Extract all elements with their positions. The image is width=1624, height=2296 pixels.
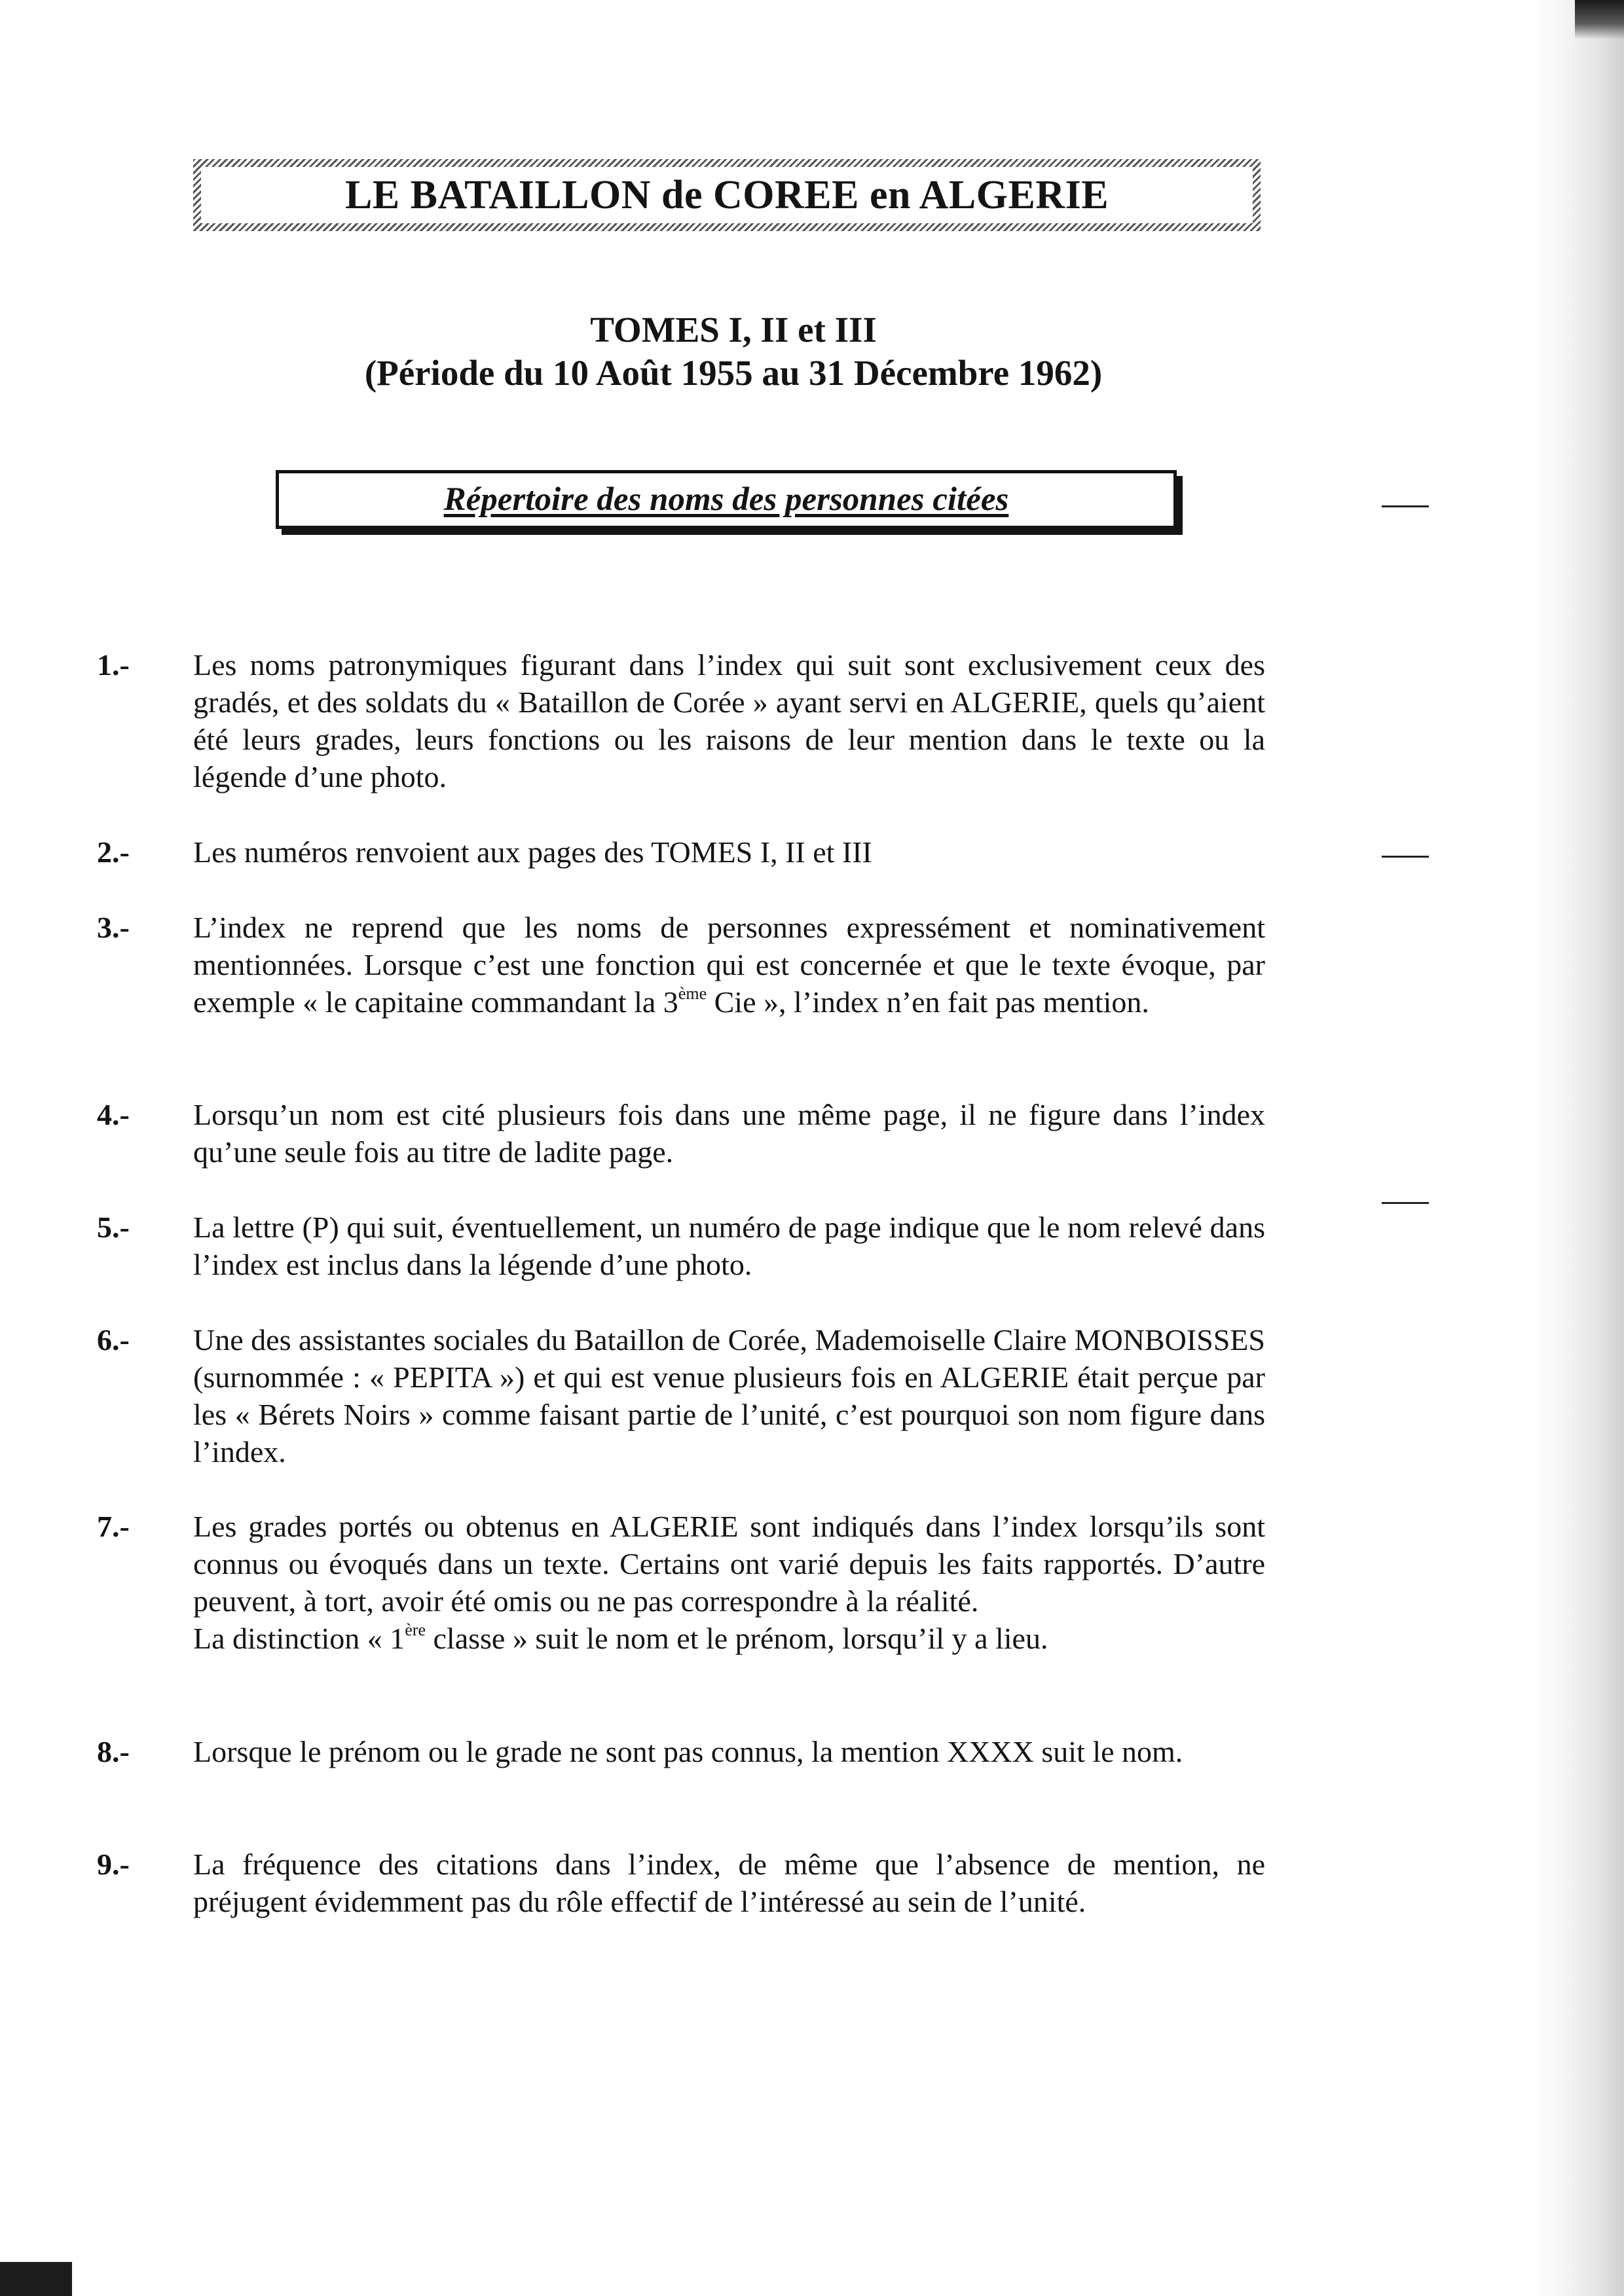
item-text: La fréquence des citations dans l’index, de même que l’absence de mention, ne préjugent évidemment pas du rôle effectif de l’intéressé au sein de l’unité. bbox=[193, 1848, 1265, 1918]
item-text: Les noms patronymiques figurant dans l’index qui suit sont exclusivement ceux des gradés, et des soldats du « Bataillon de Corée » ayant servi en ALGERIE, quels qu’aient été leurs grades, leurs fonctions ou les raisons de leur mention dans le texte ou la légende d’une photo. bbox=[193, 648, 1265, 793]
item-number: 4.- bbox=[97, 1098, 130, 1131]
item-text bbox=[193, 909, 1265, 1021]
margin-mark bbox=[1382, 1202, 1429, 1204]
item-text bbox=[193, 1508, 1265, 1657]
item-number: 6.- bbox=[97, 1323, 130, 1357]
item-text-part: L’index ne reprend que les noms de personnes expressément et nominativement mentionnées. Lorsque c’est une fonction qui est concernée et que le texte évoque, par exemple « le capitaine commandant la 3 bbox=[193, 911, 1265, 1019]
item-text: La lettre (P) qui suit, éventuellement, un numéro de page indique que le nom relevé dans l’index est inclus dans la légende d’une photo. bbox=[193, 1211, 1265, 1281]
item-text: Lorsque le prénom ou le grade ne sont pas connus, la mention XXXX suit le nom. bbox=[193, 1735, 1183, 1768]
section-title-box bbox=[276, 470, 1177, 529]
item-text-part: classe » suit le nom et le prénom, lorsqu’il y a lieu. bbox=[426, 1622, 1048, 1655]
scan-corner-top-right bbox=[1575, 0, 1624, 39]
item-text-part: Les grades portés ou obtenus en ALGERIE sont indiqués dans l’index lorsqu’ils sont connus ou évoqués dans un texte. Certains ont varié depuis les faits rapportés. D’autre peuvent, à tort, avoir été omis ou ne pas correspondre à la réalité. bbox=[193, 1510, 1265, 1618]
title-box bbox=[193, 159, 1261, 231]
item-number: 2.- bbox=[97, 835, 130, 869]
period-heading: (Période du 10 Août 1955 au 31 Décembre 1962) bbox=[364, 353, 1103, 393]
ordinal-suffix: ème bbox=[678, 984, 707, 1003]
item-number: 3.- bbox=[97, 911, 130, 944]
section-title: Répertoire des noms des personnes citées bbox=[443, 481, 1009, 518]
margin-mark bbox=[1382, 505, 1429, 507]
item-number: 7.- bbox=[97, 1510, 130, 1543]
margin-mark bbox=[1382, 856, 1429, 858]
item-text-part: Cie », l’index n’en fait pas mention. bbox=[707, 985, 1149, 1019]
item-number: 5.- bbox=[97, 1211, 130, 1244]
item-text: Une des assistantes sociales du Bataillon de Corée, Mademoiselle Claire MONBOISSES (surnommée : « PEPITA ») et qui est venue plusieurs fois en ALGERIE était perçue par les « Bérets Noirs » comme faisant partie de l’unité, c’est pourquoi son nom figure dans l’index. bbox=[193, 1323, 1265, 1468]
tomes-heading: TOMES I, II et III bbox=[590, 310, 877, 350]
ordinal-suffix: ère bbox=[405, 1620, 426, 1639]
item-number: 8.- bbox=[97, 1735, 130, 1768]
item-number: 9.- bbox=[97, 1848, 130, 1881]
item-text: Lorsqu’un nom est cité plusieurs fois dans une même page, il ne figure dans l’index qu’une seule fois au titre de ladite page. bbox=[193, 1098, 1265, 1169]
document-title: LE BATAILLON de COREE en ALGERIE bbox=[344, 172, 1109, 217]
item-text-part: La distinction « 1 bbox=[193, 1622, 405, 1655]
item-text: Les numéros renvoient aux pages des TOMES I, II et III bbox=[193, 835, 872, 869]
item-number: 1.- bbox=[97, 648, 130, 682]
scan-corner-bottom-left bbox=[0, 2262, 72, 2296]
scan-page-edge-shadow bbox=[1532, 0, 1624, 2296]
